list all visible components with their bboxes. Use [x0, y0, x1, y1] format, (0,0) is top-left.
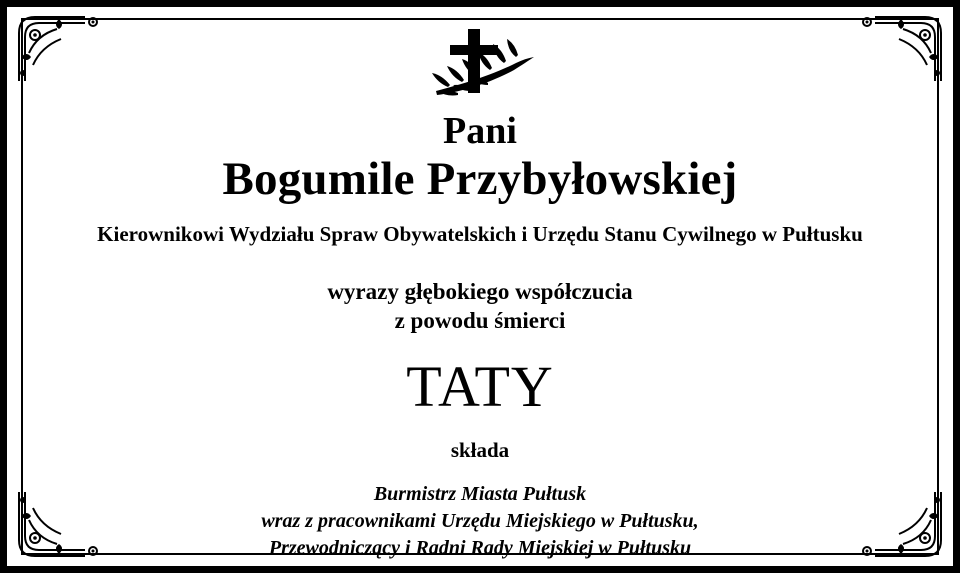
notice-content — [37, 21, 923, 559]
condolence-text — [327, 277, 632, 336]
condolence-line-2: z powodu śmierci — [394, 308, 566, 334]
signatories-block — [261, 481, 698, 562]
deceased-title-text: TATY — [406, 353, 554, 419]
signatory-line-3: Przewodniczący i Radni Rady Miejskiej w Pułtusku — [268, 536, 692, 559]
signatory-line-1: Burmistrz Miasta Pułtusk — [373, 482, 587, 505]
cross-with-palm-branch-icon — [410, 27, 550, 105]
recipient-role-text: Kierownikowi Wydziału Spraw Obywatelskich i Urzędu Stanu Cywilnego w Pułtusku — [97, 221, 863, 246]
salutation-text: Pani — [443, 110, 517, 152]
condolence-line-1: wyrazy głębokiego współczucia — [327, 278, 633, 304]
deceased-relative-name: Bogumile Przybyłowskiej — [222, 153, 738, 206]
signatory-line-2: wraz z pracownikami Urzędu Miejskiego w Pułtusku, — [261, 509, 699, 532]
submitted-by-label: składa — [450, 437, 510, 462]
